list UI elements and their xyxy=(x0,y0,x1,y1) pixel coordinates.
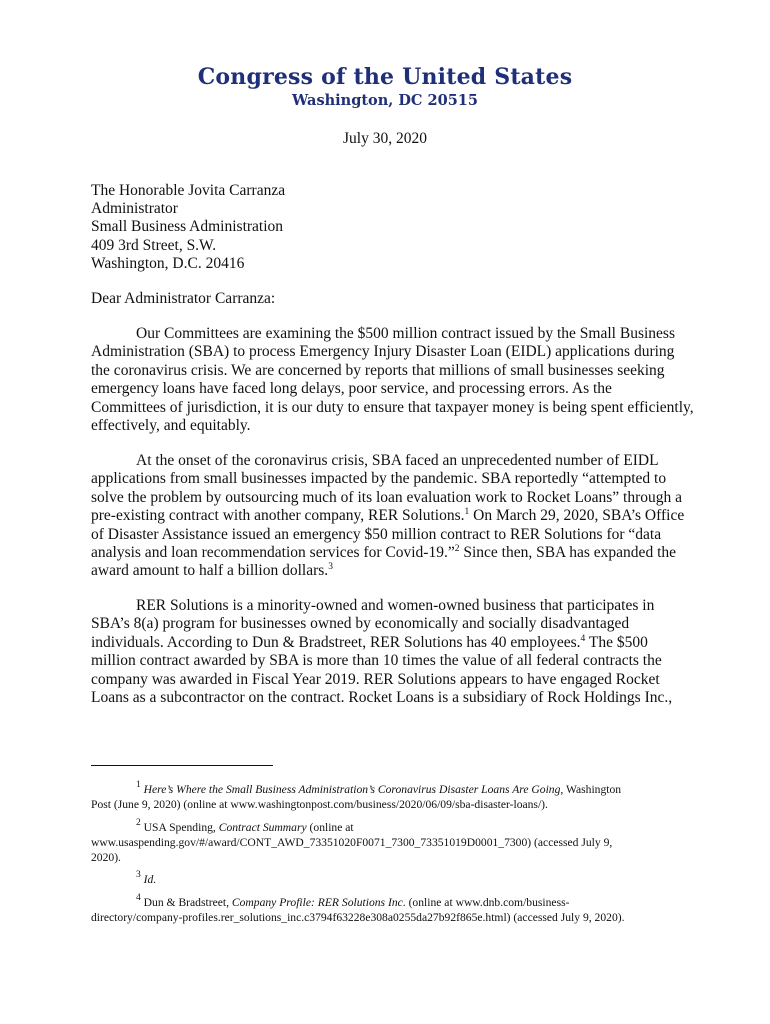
letter-date: July 30, 2020 xyxy=(343,130,427,147)
address-line: Small Business Administration xyxy=(91,218,284,236)
paragraph-line: Our Committees are examining the $500 million contract issued by the Small Business xyxy=(136,325,675,342)
paragraph-line xyxy=(91,562,679,580)
address-line: Administrator xyxy=(91,200,178,218)
text-span: . (online at www.dnb.com/business- xyxy=(402,896,570,909)
paragraph-line xyxy=(91,507,685,525)
letterhead-subtitle: Washington, DC 20515 xyxy=(292,92,478,109)
footnote-2 xyxy=(91,820,679,865)
footnote-line: Post (June 9, 2020) (online at www.washingtonpost.com/business/2020/06/09/sba-disaster-loans/). xyxy=(91,798,548,811)
text-span: award amount to half a billion dollars. xyxy=(91,562,329,580)
text-span: , Washington xyxy=(560,783,622,796)
footnote-number: 1 xyxy=(136,780,141,790)
footnote-title: Id. xyxy=(143,873,157,886)
address-line: 409 3rd Street, S.W. xyxy=(91,236,217,254)
text-span: Since then, SBA has expanded the xyxy=(459,543,676,561)
footnote-4 xyxy=(91,895,679,925)
address-line: Washington, D.C. 20416 xyxy=(91,254,245,272)
text-span: USA Spending, xyxy=(143,821,219,834)
footnote-number: 4 xyxy=(136,893,141,903)
recipient-address xyxy=(91,182,285,273)
footnote-line xyxy=(91,895,679,910)
paragraph-line: the coronavirus crisis. We are concerned by reports that millions of small businesses seeking xyxy=(91,361,665,379)
paragraph-2 xyxy=(91,452,685,581)
paragraph-line: SBA’s 8(a) program for businesses owned by economically and socially disadvantaged xyxy=(91,615,630,633)
footnote-ref-2[interactable]: 2 xyxy=(454,543,460,554)
footnote-3 xyxy=(91,872,679,887)
footnote-line: 2020). xyxy=(91,851,121,864)
footnote-line: directory/company-profiles.rer_solutions_inc.c3794f63228e308a0255da27b92f865e.html) (accessed July 9, 2020). xyxy=(91,911,625,924)
paragraph-line xyxy=(91,544,679,562)
paragraph-line: Administration (SBA) to process Emergency Injury Disaster Loan (EIDL) applications during xyxy=(91,343,675,361)
paragraph-line: million contract awarded by SBA is more than 10 times the value of all federal contracts the xyxy=(91,652,662,670)
footnote-title: Company Profile: RER Solutions Inc xyxy=(231,896,403,909)
footnote-title: Contract Summary xyxy=(218,821,307,834)
paragraph-line: of Disaster Assistance issued an emergency $50 million contract to RER Solutions for “data xyxy=(91,525,662,543)
paragraph-line: At the onset of the coronavirus crisis, SBA faced an unprecedented number of EIDL xyxy=(136,452,659,469)
salutation: Dear Administrator Carranza: xyxy=(91,290,276,307)
paragraph-line: applications from small businesses impacted by the pandemic. SBA reportedly “attempted to xyxy=(91,470,667,488)
text-span: individuals. According to Dun & Bradstreet, RER Solutions has 40 employees. xyxy=(91,633,581,651)
footnote-number: 2 xyxy=(136,818,141,828)
letterhead-title: Congress of the United States xyxy=(197,64,573,90)
paragraph-3 xyxy=(91,597,679,707)
paragraph-line: effectively, and equitably. xyxy=(91,416,251,434)
paragraph-1 xyxy=(91,325,694,435)
text-span: The $500 xyxy=(585,633,648,651)
footnote-divider xyxy=(91,765,273,766)
footnote-number: 3 xyxy=(136,870,141,880)
footnote-line xyxy=(91,782,679,797)
paragraph-line: RER Solutions is a minority-owned and women-owned business that participates in xyxy=(136,597,655,614)
paragraph-line: Committees of jurisdiction, it is our duty to ensure that taxpayer money is being spent efficiently, xyxy=(91,398,694,416)
text-span: (online at xyxy=(306,821,354,834)
footnote-title: Here’s Where the Small Business Administration’s Coronavirus Disaster Loans Are Going xyxy=(143,783,561,796)
text-span: pre-existing contract with another company, RER Solutions. xyxy=(91,507,465,525)
paragraph-line: solve the problem by outsourcing much of its loan evaluation work to Rocket Loans” through a xyxy=(91,488,683,506)
paragraph-line: emergency loans have faced long delays, poor service, and processing errors. As the xyxy=(91,380,612,398)
paragraph-line: company was awarded in Fiscal Year 2019. RER Solutions appears to have engaged Rocket xyxy=(91,670,660,688)
footnote-ref-1[interactable]: 1 xyxy=(464,507,470,518)
footnote-line xyxy=(91,872,679,887)
paragraph-line: Loans as a subcontractor on the contract. Rocket Loans is a subsidiary of Rock Holdings Inc., xyxy=(91,688,673,706)
footnote-line: www.usaspending.gov/#/award/CONT_AWD_73351020F0071_7300_73351019D0001_7300) (accessed July 9, xyxy=(91,836,613,849)
footnote-ref-4[interactable]: 4 xyxy=(580,633,586,644)
footnote-line xyxy=(91,820,679,835)
text-span: On March 29, 2020, SBA’s Office xyxy=(469,507,685,525)
footnote-1 xyxy=(91,782,679,812)
footnote-ref-3[interactable]: 3 xyxy=(328,562,333,573)
text-span: analysis and loan recommendation services for Covid-19.” xyxy=(91,543,455,561)
address-line: The Honorable Jovita Carranza xyxy=(91,182,286,199)
paragraph-line xyxy=(91,634,679,652)
text-span: Dun & Bradstreet, xyxy=(143,896,232,909)
